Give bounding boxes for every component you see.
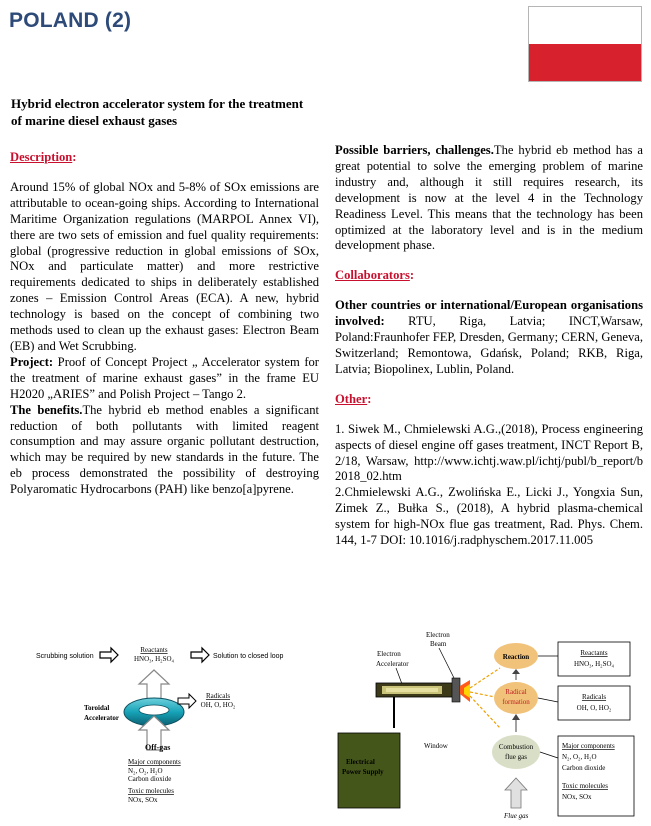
flue-gas-node-label: flue gas — [505, 753, 527, 761]
formation-label: formation — [502, 698, 530, 706]
reactants-label: Reactants — [140, 646, 168, 654]
project-label: Project: — [10, 354, 54, 369]
accelerator-label: Accelerator — [84, 714, 119, 722]
toroidal-label: Toroidal — [84, 704, 110, 712]
radicals-formula: OH, O, HO₂ — [576, 704, 612, 712]
benefits-text: The hybrid eb method enables a significant reduction of both pollutants with limited reagent consumption and may assure organic pollutant destruction, which may be required by new standards in the future. The eb process demonstrated the possibility of destroying Polyaromatic Hydrocarbons (PAH) like benzo[a]pyrene. — [10, 402, 319, 497]
reference-1: 1. Siwek M., Chmielewski A.G.,(2018), Process engineering aspects of diesel engine off gases treatment, INCT Report B, 2/18, Warsaw, http://www.ichtj.waw.pl/ichtj/publ/b_report/b2018_02.htm — [335, 421, 643, 484]
electron-beam-process-diagram — [336, 628, 644, 823]
benefits-label: The benefits. — [10, 402, 83, 417]
flag-red-band — [529, 44, 641, 81]
project-text: Proof of Concept Project „ Accelerator system for the treatment of marine exhaust gases” in the frame EU H2020 „ARIES” and Polish Project – Tango 2. — [10, 354, 319, 401]
flue-gas-label: Flue gas — [504, 812, 529, 820]
project-paragraph — [10, 355, 319, 403]
page-title: POLAND (2) — [9, 9, 132, 32]
window-label: Window — [424, 742, 448, 750]
radical-label: Radical — [505, 688, 527, 696]
power-supply-label-2: Power Supply — [342, 768, 384, 776]
arrow-up-icon — [505, 778, 527, 808]
poland-flag-icon — [528, 6, 642, 82]
solution-closed-loop-label: Solution to closed loop — [213, 653, 284, 660]
offgas-label: Off-gas — [145, 743, 171, 752]
other-heading-wrap: Other: — [335, 391, 372, 406]
radicals-label: Radicals — [205, 692, 231, 700]
collaborators-heading: Collaborators — [335, 268, 410, 283]
radicals-formula: OH, O, HO₂ — [200, 701, 236, 709]
carbon-dioxide-label: Carbon dioxide — [562, 764, 606, 772]
major-components-formula: N₂, O₂, H₂O — [562, 753, 597, 761]
reactants-label: Reactants — [580, 649, 608, 657]
toxic-molecules-label: Toxic molecules — [128, 787, 174, 795]
collaborators-text: RTU, Riga, Latvia; INCT,Warsaw, Poland:Fraunhofer FEP, Dresden, Germany; CERN, Geneva, Switzerland; Remontowa, Gdańsk, Poland; RKB, Riga, Latvia; Biopolinex, Lublin, Poland. — [335, 314, 643, 376]
carbon-dioxide-label: Carbon dioxide — [128, 775, 172, 783]
barriers-paragraph — [335, 143, 643, 254]
reactants-formula: HNO₃, H₂SO₄ — [574, 660, 614, 668]
other-heading: Other — [335, 391, 368, 406]
electron-accelerator-label: Electron — [377, 650, 401, 658]
combustion-node — [492, 735, 540, 769]
description-heading-wrap — [10, 150, 319, 166]
combustion-label: Combustion — [498, 743, 534, 751]
reactants-formula: HNO₃, H₂SO₄ — [134, 655, 174, 663]
arrow-right-icon — [191, 648, 209, 662]
electron-beam-label-2: Beam — [430, 640, 447, 648]
reaction-label: Reaction — [502, 653, 530, 661]
electron-beam-label: Electron — [426, 631, 450, 639]
electron-accelerator-label-2: Accelerator — [376, 660, 409, 668]
scrubbing-solution-label: Scrubbing solution — [36, 653, 94, 660]
description-colon: : — [72, 150, 77, 164]
description-heading: Description — [10, 150, 73, 164]
radicals-box — [558, 686, 630, 720]
description-text: Around 15% of global NOx and 5-8% of SOx emissions are attributable to ocean-going ships. According to International Maritime Organization regulations (MARPOL Annex VI), there are two sets of emission and fuel quality requirements: global (progressive reduction in global emissions of SOx, NOx and particulate matter) and more restrictive requirements dedicated to ships in deliberately established zones – Emission Control Areas (ECA). A new, hybrid technology is based on the concept of combining two methods used to clean up the exhaust gases: Electron Beam (EB) and Wet Scrubbing. — [10, 179, 319, 353]
toroidal-accelerator-diagram — [28, 632, 333, 817]
project-title: Hybrid electron accelerator system for the treatment of marine diesel exhaust gases — [11, 96, 304, 128]
flag-white-band — [529, 7, 641, 44]
power-supply-label: Electrical — [346, 758, 375, 766]
collaborators-heading-wrap: Collaborators: — [335, 268, 415, 283]
major-components-formula: N₂, O₂, H₂O — [128, 767, 163, 775]
left-column — [10, 150, 319, 498]
right-column — [335, 143, 643, 549]
arrow-right-icon — [100, 648, 118, 662]
reactants-box — [558, 642, 630, 676]
toxic-molecules-formula: NOx, SOx — [128, 796, 158, 804]
radicals-label: Radicals — [581, 693, 607, 701]
reference-2: 2.Chmielewski A.G., Zwolińska E., Licki J., Yongxia Sun, Zimek Z., Bułka S., (2018), A hybrid plasma-chemical system for high-NOx flue gas treatment, Rad. Phys. Chem. 144, 1-7 DOI: 10.1016/j.radphyschem.2017.11.005 — [335, 485, 643, 548]
collaborators-label: Other countries or international/European organisations involved: — [335, 298, 643, 329]
major-components-label: Major components — [128, 758, 181, 766]
barriers-text: The hybrid eb method has a great potential to solve the emerging problem of marine industry and, although it still requires research, its development is now at the level 4 in the Technology Readiness Level. This means that the technology has been optimized at the laboratory level and is in the medium development phase. — [335, 143, 643, 253]
benefits-paragraph — [10, 403, 319, 498]
toxic-molecules-formula: NOx, SOx — [562, 793, 592, 801]
major-components-label: Major components — [562, 742, 615, 750]
toxic-molecules-label: Toxic molecules — [562, 782, 608, 790]
barriers-label: Possible barriers, challenges. — [335, 143, 494, 157]
collaborators-paragraph — [335, 298, 643, 378]
